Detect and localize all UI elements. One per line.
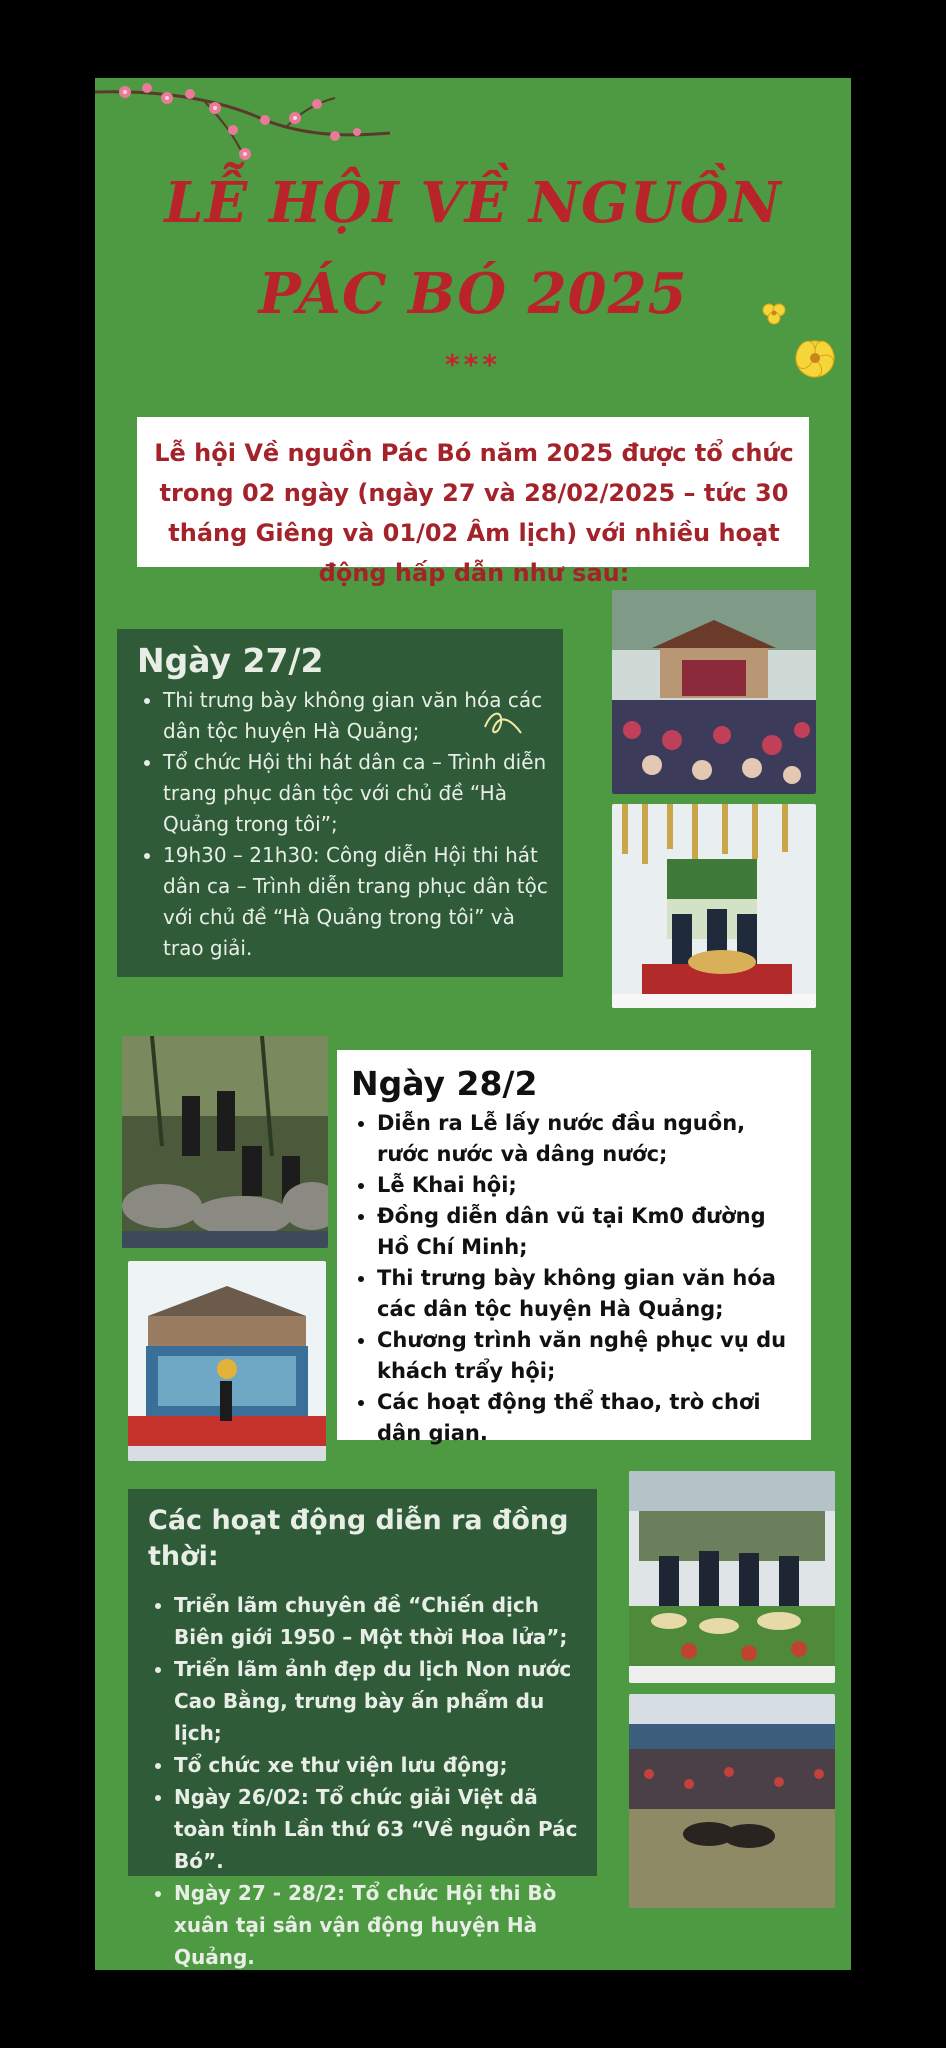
photo-product-fair [629, 1471, 835, 1683]
festival-poster [95, 78, 851, 1970]
photo-cultural-booth [612, 804, 816, 1008]
list-item: • Ngày 26/02: Tổ chức giải Việt dã toàn tỉnh Lần thứ 63 “Về nguồn Pác Bó”. [174, 1781, 587, 1877]
list-item: • Chương trình văn nghệ phục vụ du khách trẩy hội; [377, 1325, 803, 1387]
list-item: • Diễn ra Lễ lấy nước đầu nguồn, rước nước và dâng nước; [377, 1108, 803, 1170]
list-item: • Triển lãm ảnh đẹp du lịch Non nước Cao Bằng, trưng bày ấn phẩm du lịch; [174, 1653, 587, 1749]
day1-panel [117, 629, 563, 977]
concurrent-panel [128, 1489, 597, 1969]
day2-list [351, 1108, 803, 1449]
list-item: • Tổ chức Hội thi hát dân ca – Trình diễn trang phục dân tộc với chủ đề “Hà Quảng trong tôi”; [163, 747, 551, 840]
list-item: • Triển lãm chuyên đề “Chiến dịch Biên giới 1950 – Một thời Hoa lửa”; [174, 1589, 587, 1653]
list-item: • 19h30 – 21h30: Công diễn Hội thi hát dân ca – Trình diễn trang phục dân tộc với chủ đề “Hà Quảng trong tôi” và trao giải. [163, 840, 551, 964]
photo-buffalo-contest [629, 1694, 835, 1908]
title-stars: *** [445, 348, 501, 381]
squiggle-decoration-icon [481, 701, 525, 741]
day2-panel [337, 1050, 811, 1445]
title-line-1: LỄ HỘI VỀ NGUỒN [164, 170, 782, 236]
list-item: • Thi trưng bày không gian văn hóa các dân tộc huyện Hà Quảng; [377, 1263, 803, 1325]
title-line-2: PÁC BÓ 2025 [258, 261, 688, 327]
list-item: • Lễ Khai hội; [377, 1170, 803, 1201]
list-item: • Đồng diễn dân vũ tại Km0 đường Hồ Chí Minh; [377, 1201, 803, 1263]
day1-heading: Ngày 27/2 [137, 641, 324, 680]
list-item: • Tổ chức xe thư viện lưu động; [174, 1749, 587, 1781]
concurrent-list [148, 1589, 587, 1970]
list-item: • Các hoạt động thể thao, trò chơi dân gian. [377, 1387, 803, 1449]
concurrent-heading: Các hoạt động diễn ra đồng thời: [148, 1505, 569, 1572]
photo-festival-stage [612, 590, 816, 794]
day2-heading: Ngày 28/2 [351, 1064, 538, 1103]
list-item: • Thi trưng bày không gian văn hóa các dân tộc huyện Hà Quảng; [163, 685, 551, 747]
peach-blossom-branch-icon [95, 78, 395, 178]
intro-text: Lễ hội Về nguồn Pác Bó năm 2025 được tổ chức trong 02 ngày (ngày 27 và 28/02/2025 – tức 30 tháng Giêng và 01/02 Âm lịch) với nhiều hoạt động hấp dẫn như sau: [137, 417, 809, 567]
photo-water-ceremony [122, 1036, 328, 1248]
photo-opening-ceremony [128, 1261, 326, 1461]
list-item: • Ngày 27 - 28/2: Tổ chức Hội thi Bò xuân tại sân vận động huyện Hà Quảng. [174, 1877, 587, 1970]
